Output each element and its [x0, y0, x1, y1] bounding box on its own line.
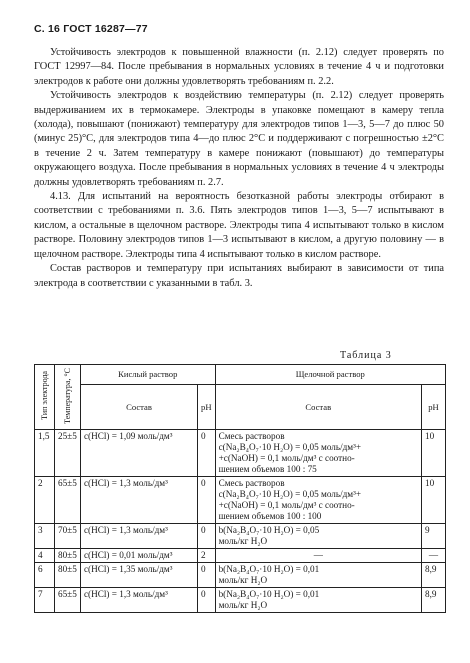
paragraph: 4.13. Для испытаний на вероятность безотказной работы электроды отбирают в соответствии с требованиями п. 3.6. Пять электродов типов 1—3, 5—7 испытывают в кислом, а остальные в щелочном растворе. Электроды типа 4 испытывают только в кислом растворе. Половину электродов типов 1—3 испытывают в кислом, а другую половину — в щелочном растворе. Электроды типа 4 испытывают только в кислом растворе. [34, 191, 444, 260]
cell-alkali: Смесь растворов c(Na₂B₄O₇·10 H₂O) = 0,05 моль/дм³+ +c(NaOH) = 0,1 моль/дм³ с соотно- шением объемов 100 : 75 [215, 430, 421, 477]
table-row [35, 549, 446, 563]
cell-temp: 80±5 [54, 549, 80, 563]
cell-alkali: — [215, 549, 421, 563]
cell-temp: 80±5 [54, 563, 80, 588]
table-row [35, 524, 446, 549]
cell-acid: c(HCl) = 0,01 моль/дм³ [80, 549, 197, 563]
table-row [35, 430, 446, 477]
page-header: С. 16 ГОСТ 16287—77 [34, 23, 148, 35]
table-row [35, 563, 446, 588]
cell-alkali-ph: 9 [422, 524, 446, 549]
paragraph: Устойчивость электродов к воздействию температуры (п. 2.12) следует проверять выдерживанием их в термокамере. Электроды в упаковке помещают в камеру тепла (холода), повышают (понижают) температуру для электродов типов 1—3, 5—7 до плюс 50 (минус 25)°С, для электродов типа 4—до плюс 2°С и поддерживают с погрешностью ±2°С в течение 2 ч. Затем температуру в камере понижают (повышают) до температуры окружающего воздуха. После пребывания в нормальных условиях в течение 4 ч электроды должны удовлетворять требованиям п. 2.7. [34, 90, 444, 188]
cell-acid-ph: 2 [198, 549, 216, 563]
cell-temp: 25±5 [54, 430, 80, 477]
cell-acid: c(HCl) = 1,3 моль/дм³ [80, 588, 197, 613]
cell-type: 1,5 [35, 430, 55, 477]
cell-acid: c(HCl) = 1,3 моль/дм³ [80, 524, 197, 549]
header-alkali-composition: Состав [215, 385, 421, 430]
table-row [35, 477, 446, 524]
table-caption: Таблица 3 [340, 350, 392, 361]
cell-acid-ph: 0 [198, 430, 216, 477]
cell-alkali-ph: 10 [422, 477, 446, 524]
cell-temp: 70±5 [54, 524, 80, 549]
paragraph: Состав растворов и температуру при испытаниях выбирают в зависимости от типа электрода в соответствии с указанными в табл. 3. [34, 263, 444, 289]
body-text [34, 46, 444, 291]
cell-alkali-ph: 10 [422, 430, 446, 477]
header-acid-ph: pH [198, 385, 216, 430]
cell-alkali-ph: — [422, 549, 446, 563]
cell-alkali-ph: 8,9 [422, 588, 446, 613]
cell-alkali-ph: 8,9 [422, 563, 446, 588]
cell-alkali: b(Na₂B₄O₇·10 H₂O) = 0,05 моль/кг H₂O [215, 524, 421, 549]
data-table [34, 364, 446, 613]
cell-type: 6 [35, 563, 55, 588]
cell-acid: c(HCl) = 1,3 моль/дм³ [80, 477, 197, 524]
paragraph: Устойчивость электродов к повышенной влажности (п. 2.12) следует проверять по ГОСТ 12997—84. После пребывания в нормальных условиях в течение 4 ч и подготовки электродов к работе они должны удовлетворять требованиям п. 2.2. [34, 47, 444, 87]
cell-alkali: b(Na₂B₄O₇·10 H₂O) = 0,01 моль/кг H₂O [215, 588, 421, 613]
header-alkali: Щелочной раствор [215, 365, 445, 385]
header-type: Тип электрода [35, 365, 55, 430]
cell-type: 4 [35, 549, 55, 563]
header-acid: Кислый раствор [80, 365, 215, 385]
header-acid-composition: Состав [80, 385, 197, 430]
cell-acid-ph: 0 [198, 477, 216, 524]
cell-acid-ph: 0 [198, 563, 216, 588]
cell-alkali: Смесь растворов c(Na₂B₄O₇·10 H₂O) = 0,05 моль/дм³+ +c(NaOH) = 0,1 моль/дм³ с соотно- шением объемов 100 : 100 [215, 477, 421, 524]
cell-acid: c(HCl) = 1,35 моль/дм³ [80, 563, 197, 588]
cell-temp: 65±5 [54, 477, 80, 524]
cell-type: 7 [35, 588, 55, 613]
cell-acid: c(HCl) = 1,09 моль/дм³ [80, 430, 197, 477]
header-temp: Температура, °С [54, 365, 80, 430]
cell-type: 2 [35, 477, 55, 524]
cell-type: 3 [35, 524, 55, 549]
cell-acid-ph: 0 [198, 524, 216, 549]
cell-acid-ph: 0 [198, 588, 216, 613]
cell-temp: 65±5 [54, 588, 80, 613]
header-alkali-ph: pH [422, 385, 446, 430]
table-row [35, 588, 446, 613]
cell-alkali: b(Na₂B₄O₇·10 H₂O) = 0,01 моль/кг H₂O [215, 563, 421, 588]
